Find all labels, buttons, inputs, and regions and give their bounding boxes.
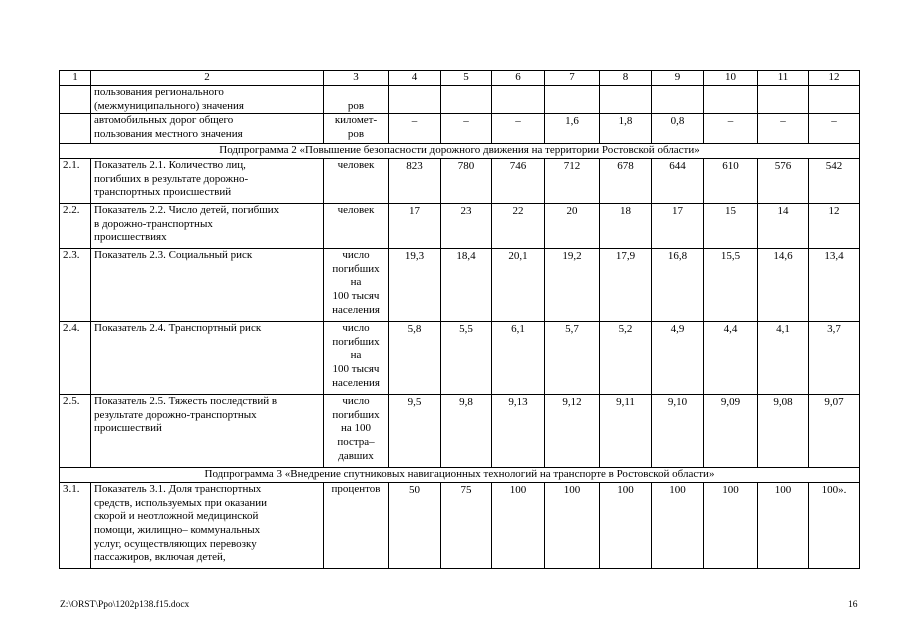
value-cell: 5,5 [441, 322, 492, 395]
value-cell: 5,8 [389, 322, 441, 395]
value-cell: 9,12 [545, 395, 600, 468]
table-row [60, 395, 860, 468]
column-number: 1 [60, 71, 91, 86]
value-cell: 17,9 [600, 249, 652, 322]
value-cell: 610 [704, 159, 758, 204]
value-cell [441, 86, 492, 114]
value-cell: 100 [492, 483, 545, 569]
value-cell: 9,10 [652, 395, 704, 468]
value-cell [758, 86, 809, 114]
value-cell: 644 [652, 159, 704, 204]
indicator-name: Показатель 2.4. Транспортный риск [91, 322, 324, 395]
value-cell: 9,09 [704, 395, 758, 468]
table-row [60, 322, 860, 395]
row-number: 2.5. [60, 395, 91, 468]
table-row [60, 483, 860, 569]
column-number: 9 [652, 71, 704, 86]
footer-file-path: Z:\ORST\Ppo\1202p138.f15.docx [60, 600, 190, 610]
value-cell: 576 [758, 159, 809, 204]
value-cell [600, 86, 652, 114]
value-cell: 9,08 [758, 395, 809, 468]
table-row [60, 159, 860, 204]
unit: число погибших на 100 тысяч населения [324, 322, 389, 395]
value-cell: 6,1 [492, 322, 545, 395]
column-number: 4 [389, 71, 441, 86]
subprogram-row [60, 144, 860, 159]
column-number: 2 [91, 71, 324, 86]
value-cell: 100 [652, 483, 704, 569]
value-cell: 19,3 [389, 249, 441, 322]
indicator-name: Показатель 3.1. Доля транспортных средств, используемых при оказании скорой и неотложной медицинской помощи, жилищно– коммунальных услуг, осуществляющих перевозку пассажиров, включая детей, [91, 483, 324, 569]
value-cell: 23 [441, 204, 492, 249]
column-number: 10 [704, 71, 758, 86]
value-cell: 678 [600, 159, 652, 204]
value-cell: – [809, 114, 860, 144]
value-cell: 5,2 [600, 322, 652, 395]
indicator-name: Показатель 2.3. Социальный риск [91, 249, 324, 322]
value-cell [809, 86, 860, 114]
row-number: 2.3. [60, 249, 91, 322]
value-cell: 4,4 [704, 322, 758, 395]
value-cell: 100». [809, 483, 860, 569]
indicator-name: пользования регионального (межмуниципального) значения [91, 86, 324, 114]
value-cell: 100 [600, 483, 652, 569]
unit: число погибших на 100 тысяч населения [324, 249, 389, 322]
value-cell [545, 86, 600, 114]
value-cell: 17 [389, 204, 441, 249]
table-row [60, 204, 860, 249]
page-number: 16 [848, 600, 858, 610]
column-number: 12 [809, 71, 860, 86]
table-row [60, 249, 860, 322]
column-number-row [60, 71, 860, 86]
value-cell: 13,4 [809, 249, 860, 322]
value-cell: 75 [441, 483, 492, 569]
value-cell: 100 [704, 483, 758, 569]
value-cell: 5,7 [545, 322, 600, 395]
value-cell: 12 [809, 204, 860, 249]
value-cell: 0,8 [652, 114, 704, 144]
value-cell: – [758, 114, 809, 144]
value-cell: 19,2 [545, 249, 600, 322]
column-number: 6 [492, 71, 545, 86]
value-cell: 14,6 [758, 249, 809, 322]
value-cell: 3,7 [809, 322, 860, 395]
unit: процентов [324, 483, 389, 569]
subprogram-title: Подпрограмма 3 «Внедрение спутниковых навигационных технологий на транспорте в Ростовской области» [60, 468, 860, 483]
value-cell: 14 [758, 204, 809, 249]
value-cell: 1,8 [600, 114, 652, 144]
value-cell: 16,8 [652, 249, 704, 322]
unit: километ- ров [324, 114, 389, 144]
value-cell: 4,1 [758, 322, 809, 395]
value-cell: – [389, 114, 441, 144]
value-cell: – [704, 114, 758, 144]
value-cell: 4,9 [652, 322, 704, 395]
value-cell: 1,6 [545, 114, 600, 144]
value-cell: 9,11 [600, 395, 652, 468]
value-cell: 9,8 [441, 395, 492, 468]
unit: человек [324, 159, 389, 204]
indicator-name: Показатель 2.5. Тяжесть последствий в результате дорожно-транспортных происшествий [91, 395, 324, 468]
value-cell: 780 [441, 159, 492, 204]
value-cell: – [492, 114, 545, 144]
value-cell: 20 [545, 204, 600, 249]
value-cell [704, 86, 758, 114]
value-cell: 17 [652, 204, 704, 249]
value-cell: 746 [492, 159, 545, 204]
value-cell: 20,1 [492, 249, 545, 322]
value-cell: 542 [809, 159, 860, 204]
value-cell: 712 [545, 159, 600, 204]
value-cell: 18,4 [441, 249, 492, 322]
row-number: 2.1. [60, 159, 91, 204]
row-number: 2.4. [60, 322, 91, 395]
value-cell: 22 [492, 204, 545, 249]
value-cell: 9,13 [492, 395, 545, 468]
value-cell [652, 86, 704, 114]
indicator-name: Показатель 2.1. Количество лиц, погибших в результате дорожно- транспортных происшествий [91, 159, 324, 204]
row-number [60, 114, 91, 144]
subprogram-row [60, 468, 860, 483]
column-number: 8 [600, 71, 652, 86]
value-cell: 100 [545, 483, 600, 569]
value-cell [492, 86, 545, 114]
value-cell [389, 86, 441, 114]
value-cell: 15,5 [704, 249, 758, 322]
value-cell: 823 [389, 159, 441, 204]
column-number: 11 [758, 71, 809, 86]
row-number: 2.2. [60, 204, 91, 249]
indicator-name: Показатель 2.2. Число детей, погибших в дорожно-транспортных происшествиях [91, 204, 324, 249]
unit: число погибших на 100 постра– давших [324, 395, 389, 468]
table-row [60, 86, 860, 114]
subprogram-title: Подпрограмма 2 «Повышение безопасности дорожного движения на территории Ростовской области» [60, 144, 860, 159]
column-number: 7 [545, 71, 600, 86]
value-cell: 9,07 [809, 395, 860, 468]
column-number: 3 [324, 71, 389, 86]
value-cell: 9,5 [389, 395, 441, 468]
value-cell: 18 [600, 204, 652, 249]
value-cell: 50 [389, 483, 441, 569]
row-number: 3.1. [60, 483, 91, 569]
indicator-name: автомобильных дорог общего пользования местного значения [91, 114, 324, 144]
unit: ров [324, 86, 389, 114]
value-cell: 15 [704, 204, 758, 249]
column-number: 5 [441, 71, 492, 86]
value-cell: – [441, 114, 492, 144]
row-number [60, 86, 91, 114]
table-row [60, 114, 860, 144]
value-cell: 100 [758, 483, 809, 569]
unit: человек [324, 204, 389, 249]
indicator-table [59, 70, 860, 569]
